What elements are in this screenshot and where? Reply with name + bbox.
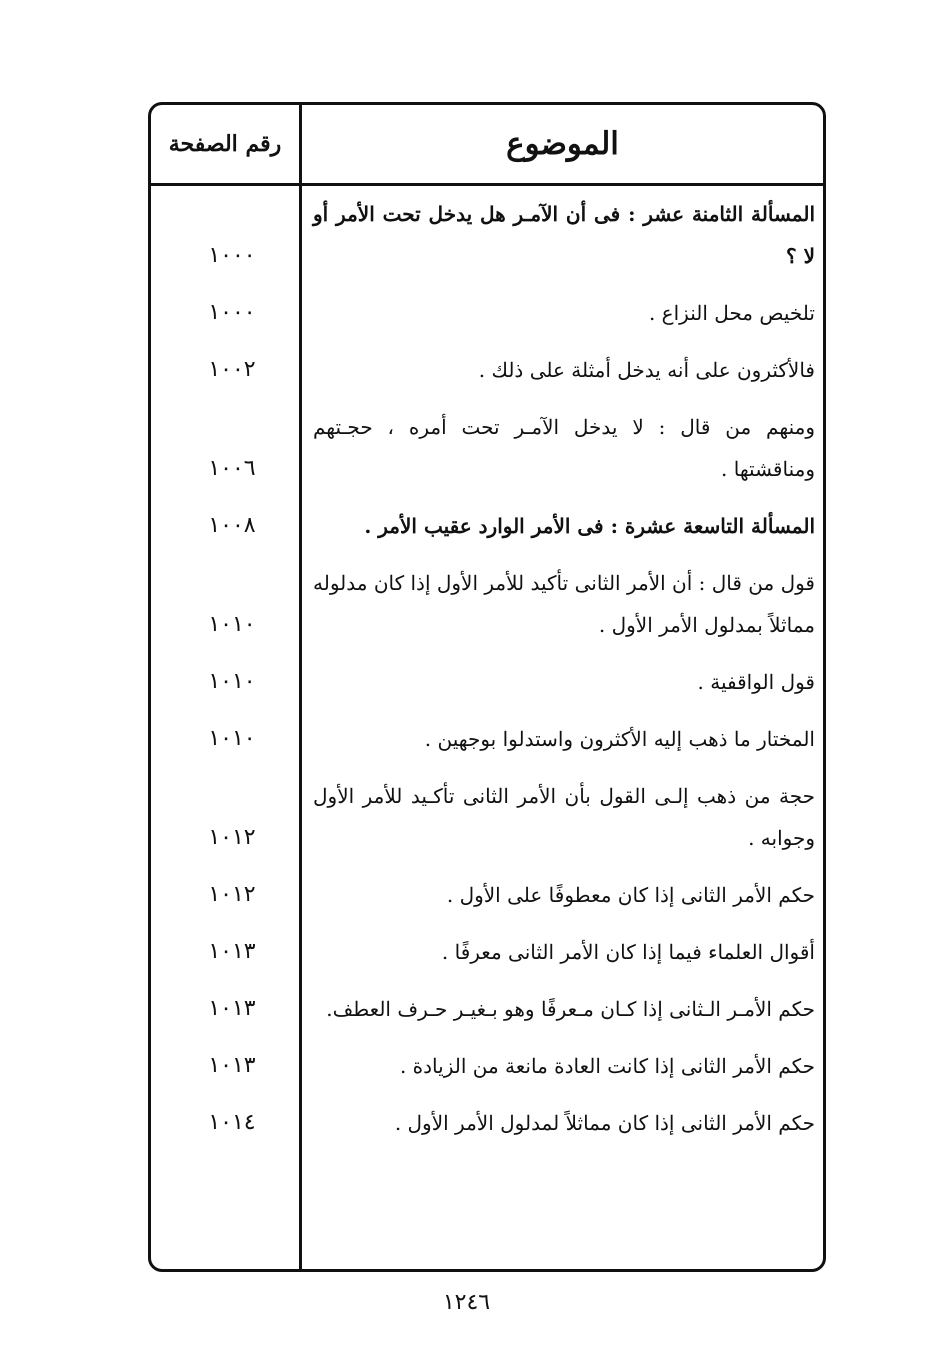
row-topic: المسألة الثامنة عشر : فى أن الآمـر هل يدخل تحت الأمر أو لا ؟ xyxy=(313,202,815,268)
table-row xyxy=(151,193,823,277)
table-row xyxy=(151,775,823,859)
row-page: ١٠١٢ xyxy=(208,882,256,907)
row-topic: فالأكثرون على أنه يدخل أمثلة على ذلك . xyxy=(478,358,815,382)
row-page: ١٠١٠ xyxy=(208,726,256,751)
row-page: ١٠٠٠ xyxy=(208,243,256,268)
row-topic: حكم الأمر الثانى إذا كانت العادة مانعة من الزيادة . xyxy=(399,1054,815,1078)
row-topic: حكم الأمر الثانى إذا كان معطوفًا على الأول . xyxy=(446,883,815,907)
table-row xyxy=(151,292,823,334)
table-row xyxy=(151,988,823,1030)
table-row xyxy=(151,505,823,547)
table-row xyxy=(151,874,823,916)
table-row xyxy=(151,661,823,703)
header-divider xyxy=(151,183,823,186)
row-page: ١٠٠٨ xyxy=(208,513,256,538)
table-row xyxy=(151,562,823,646)
row-page: ١٠١٤ xyxy=(208,1110,256,1135)
row-topic: حكم الأمـر الـثانى إذا كـان مـعرفًا وهو بـغيـر حـرف العطف. xyxy=(326,997,815,1021)
row-topic: حجة من ذهب إلـى القول بأن الأمر الثانى تأكـيد للأمر الأول وجوابه . xyxy=(313,784,815,850)
row-page: ١٠١٣ xyxy=(208,939,256,964)
row-topic: ومنهم من قال : لا يدخل الآمـر تحت أمره ، حجـتهم ومناقشتها . xyxy=(313,415,815,481)
table-row xyxy=(151,931,823,973)
row-topic: قول الواقفية . xyxy=(697,670,815,694)
row-page: ١٠٠٢ xyxy=(208,357,256,382)
table-row xyxy=(151,406,823,490)
table-body xyxy=(151,193,823,1159)
page-number: ١٢٤٦ xyxy=(442,1290,491,1315)
header-subject: الموضوع xyxy=(506,126,619,162)
row-page: ١٠٠٦ xyxy=(208,456,256,481)
index-table xyxy=(148,102,826,1272)
table-row xyxy=(151,718,823,760)
row-page: ١٠١٠ xyxy=(208,612,256,637)
row-topic: المختار ما ذهب إليه الأكثرون واستدلوا بوجهين . xyxy=(424,727,815,751)
row-page: ١٠٠٠ xyxy=(208,300,256,325)
table-row xyxy=(151,1102,823,1144)
row-page: ١٠١٣ xyxy=(208,996,256,1021)
row-page: ١٠١٠ xyxy=(208,669,256,694)
row-topic: المسألة التاسعة عشرة : فى الأمر الوارد عقيب الأمر . xyxy=(364,514,815,538)
row-topic: حكم الأمر الثانى إذا كان مماثلاً لمدلول الأمر الأول . xyxy=(394,1111,815,1135)
row-topic: تلخيص محل النزاع . xyxy=(648,301,815,325)
row-page: ١٠١٣ xyxy=(208,1053,256,1078)
table-row xyxy=(151,349,823,391)
row-page: ١٠١٢ xyxy=(208,825,256,850)
row-topic: أقوال العلماء فيما إذا كان الأمر الثانى معرفًا . xyxy=(441,940,815,964)
row-topic: قول من قال : أن الأمر الثانى تأكيد للأمر الأول إذا كان مدلوله مماثلاً بمدلول الأمر الأول . xyxy=(313,571,815,637)
table-row xyxy=(151,1045,823,1087)
header-page-number: رقم الصفحة xyxy=(168,131,282,157)
